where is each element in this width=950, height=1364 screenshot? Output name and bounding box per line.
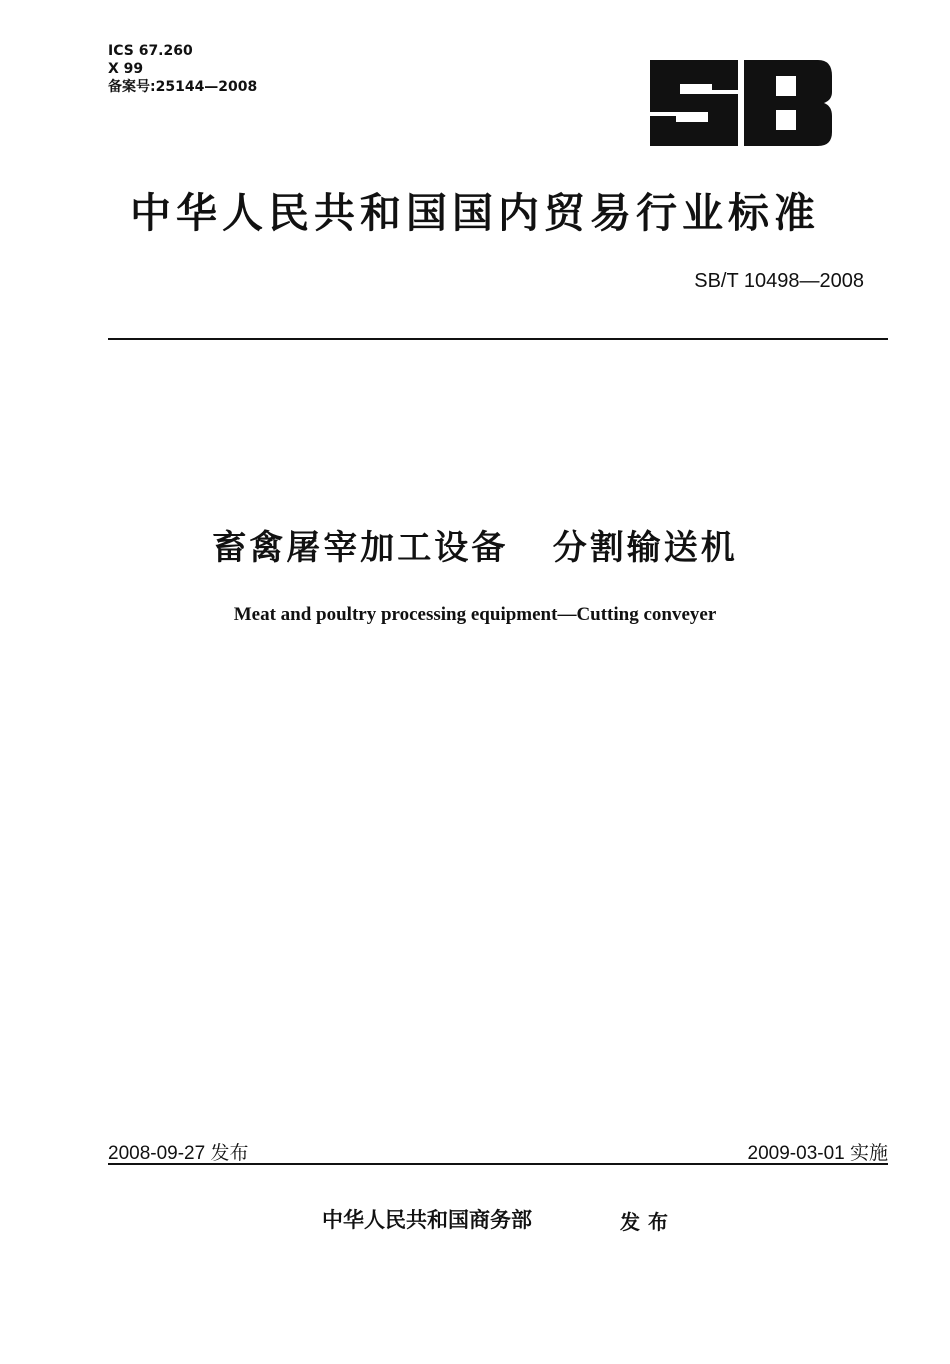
standard-number: SB/T 10498—2008 — [694, 270, 864, 292]
bottom-divider — [108, 1163, 888, 1165]
sb-logo — [646, 56, 834, 150]
implementation-date: 2009-03-01 实施 — [747, 1143, 888, 1164]
publisher-name: 中华人民共和国商务部 — [322, 1208, 532, 1232]
issue-date: 2008-09-27 发布 — [108, 1143, 249, 1164]
standard-category-title: 中华人民共和国国内贸易行业标准 — [130, 189, 820, 237]
standard-meta — [108, 42, 257, 96]
top-divider — [108, 338, 888, 340]
ics-code: ICS 67.260 — [108, 43, 193, 59]
document-title-chinese: 畜禽屠宰加工设备 分割输送机 — [212, 528, 738, 568]
filing-number: 备案号:25144—2008 — [108, 79, 258, 95]
document-title-english: Meat and poultry processing equipment—Cutting conveyer — [233, 604, 717, 625]
publish-label: 发布 — [620, 1210, 676, 1234]
classification-code: X 99 — [108, 61, 144, 77]
